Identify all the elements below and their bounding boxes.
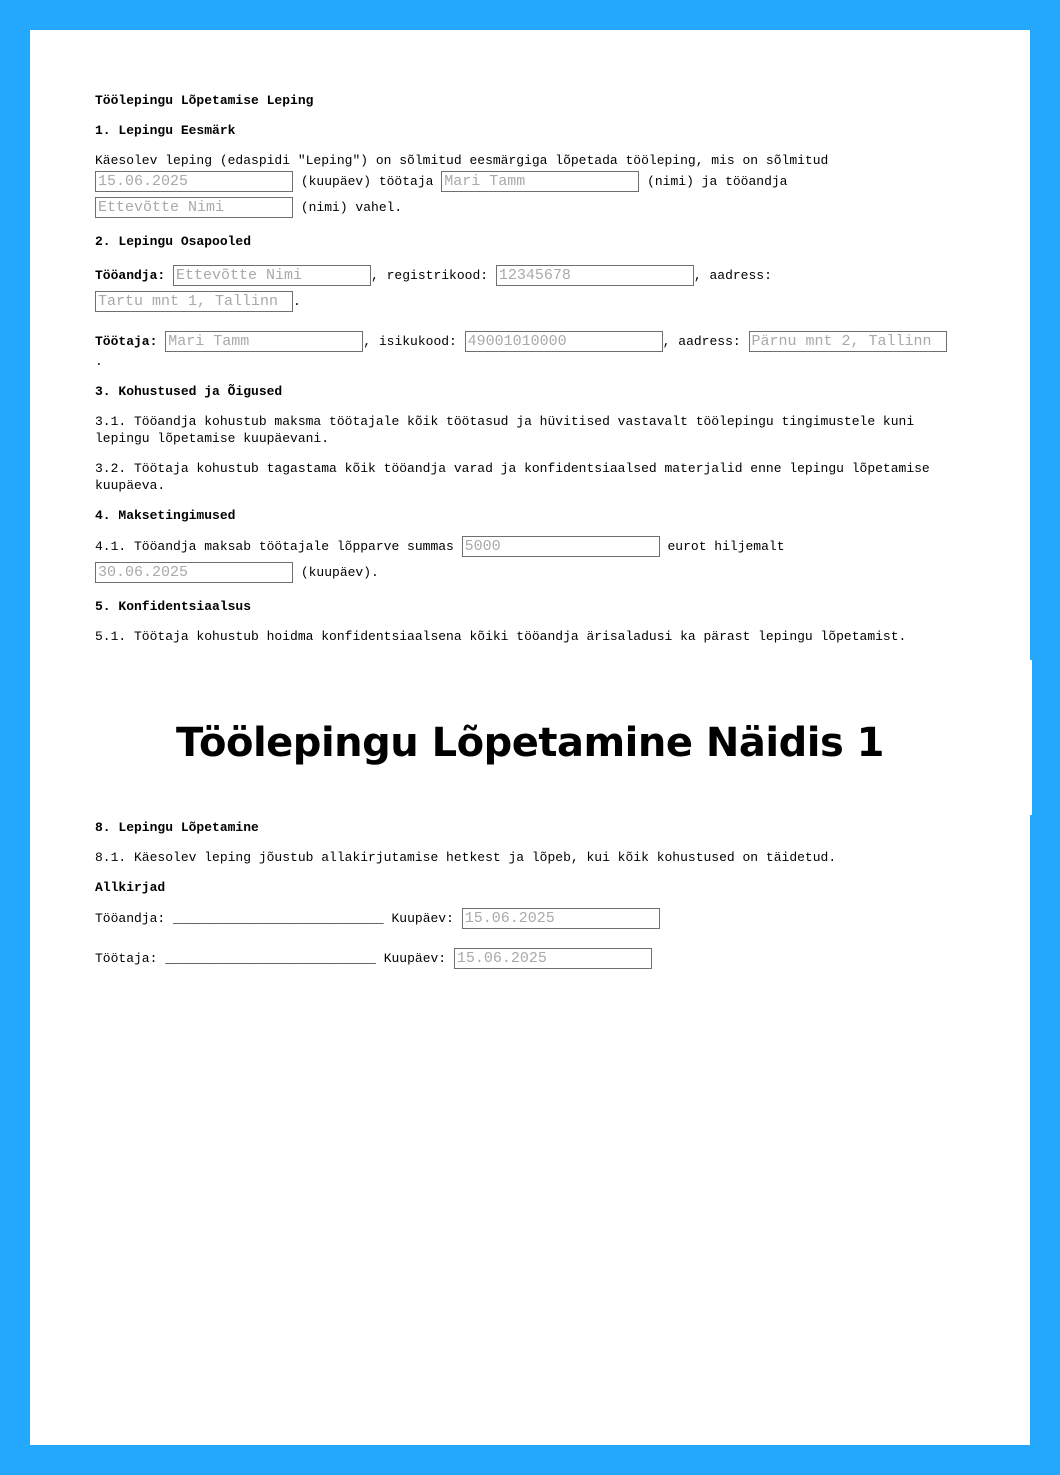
employee-period: . <box>95 354 103 369</box>
employer-party-row <box>95 263 975 289</box>
section-1-text: Käesolev leping (edaspidi "Leping") on sõlmitud eesmärgiga lõpetada tööleping, mis on sõlmitud <box>95 153 829 168</box>
section-8-p1: 8.1. Käesolev leping jõustub allakirjutamise hetkest ja lõpeb, kui kõik kohustused on täidetud. <box>95 850 837 865</box>
employer-signature-line[interactable]: ___________________________ <box>173 911 384 926</box>
employee-signature-line[interactable]: ___________________________ <box>165 951 376 966</box>
employer-address-input[interactable]: Tartu mnt 1, Tallinn <box>95 291 293 312</box>
period: . <box>293 294 301 309</box>
registry-code-input[interactable]: 12345678 <box>496 265 694 286</box>
employer-date-label: Kuupäev: <box>391 911 454 926</box>
section-1-heading: 1. Lepingu Eesmärk <box>95 123 236 138</box>
employer-address-row <box>95 289 975 315</box>
section-4-row-1 <box>95 534 975 560</box>
employee-address-input[interactable]: Pärnu mnt 2, Tallinn <box>749 331 947 352</box>
employer-sign-label: Tööandja: <box>95 911 166 926</box>
name-suffix: (nimi) ja tööandja <box>647 174 788 189</box>
document-title: Töölepingu Lõpetamise Leping <box>95 93 314 108</box>
contract-body-2 <box>95 819 975 972</box>
payment-date-suffix: (kuupäev). <box>300 565 379 580</box>
payment-amount-input[interactable]: 5000 <box>462 536 660 557</box>
termination-date-input[interactable]: 15.06.2025 <box>95 171 293 192</box>
banner-title: Töölepingu Lõpetamine Näidis 1 <box>175 720 885 766</box>
signatures-heading: Allkirjad <box>95 880 166 895</box>
section-4-heading: 4. Maksetingimused <box>95 508 236 523</box>
section-5-p1: 5.1. Töötaja kohustub hoidma konfidentsiaalsena kõiki tööandja ärisaladusi ka pärast lepingu lõpetamist. <box>95 629 907 644</box>
section-3-p2: 3.2. Töötaja kohustub tagastama kõik tööandja varad ja konfidentsiaalsed materjalid enne lepingu lõpetamise kuupäeva. <box>95 461 930 493</box>
employer-addr-label: , aadress: <box>693 268 772 283</box>
employee-party-row <box>95 329 975 355</box>
section-8-heading: 8. Lepingu Lõpetamine <box>95 820 259 835</box>
section-4-row-2 <box>95 560 975 586</box>
employer-label: Tööandja: <box>95 268 166 283</box>
employer-party-name-input[interactable]: Ettevõtte Nimi <box>173 265 371 286</box>
section-2-heading: 2. Lepingu Osapooled <box>95 234 252 249</box>
name-vahel: (nimi) vahel. <box>300 200 403 215</box>
contract-body <box>95 92 975 658</box>
payment-text-2: eurot hiljemalt <box>667 539 785 554</box>
reg-label: , registrikood: <box>371 268 489 283</box>
employee-sign-date-input[interactable]: 15.06.2025 <box>454 948 652 969</box>
section-5-heading: 5. Konfidentsiaalsus <box>95 599 252 614</box>
employee-addr-label: , aadress: <box>662 334 741 349</box>
employee-name-input[interactable]: Mari Tamm <box>441 171 639 192</box>
employer-signature-row <box>95 906 975 932</box>
employee-signature-row <box>95 946 975 972</box>
employer-name-input[interactable]: Ettevõtte Nimi <box>95 197 293 218</box>
section-1-row-1 <box>95 169 975 195</box>
payment-date-input[interactable]: 30.06.2025 <box>95 562 293 583</box>
personal-id-input[interactable]: 49001010000 <box>465 331 663 352</box>
employee-label: Töötaja: <box>95 334 158 349</box>
date-suffix: (kuupäev) töötaja <box>300 174 434 189</box>
employee-date-label: Kuupäev: <box>383 951 447 966</box>
section-3-p1: 3.1. Tööandja kohustub maksma töötajale kõik töötasud ja hüvitised vastavalt töölepingu tingimustele kuni lepingu lõpetamise kuupäevani. <box>95 414 915 446</box>
id-label: , isikukood: <box>363 334 457 349</box>
employer-sign-date-input[interactable]: 15.06.2025 <box>462 908 660 929</box>
payment-text: 4.1. Tööandja maksab töötajale lõpparve summas <box>95 539 454 554</box>
employee-sign-label: Töötaja: <box>95 951 158 966</box>
section-1-row-2 <box>95 195 975 221</box>
section-3-heading: 3. Kohustused ja Õigused <box>95 384 283 399</box>
employee-party-name-input[interactable]: Mari Tamm <box>165 331 363 352</box>
